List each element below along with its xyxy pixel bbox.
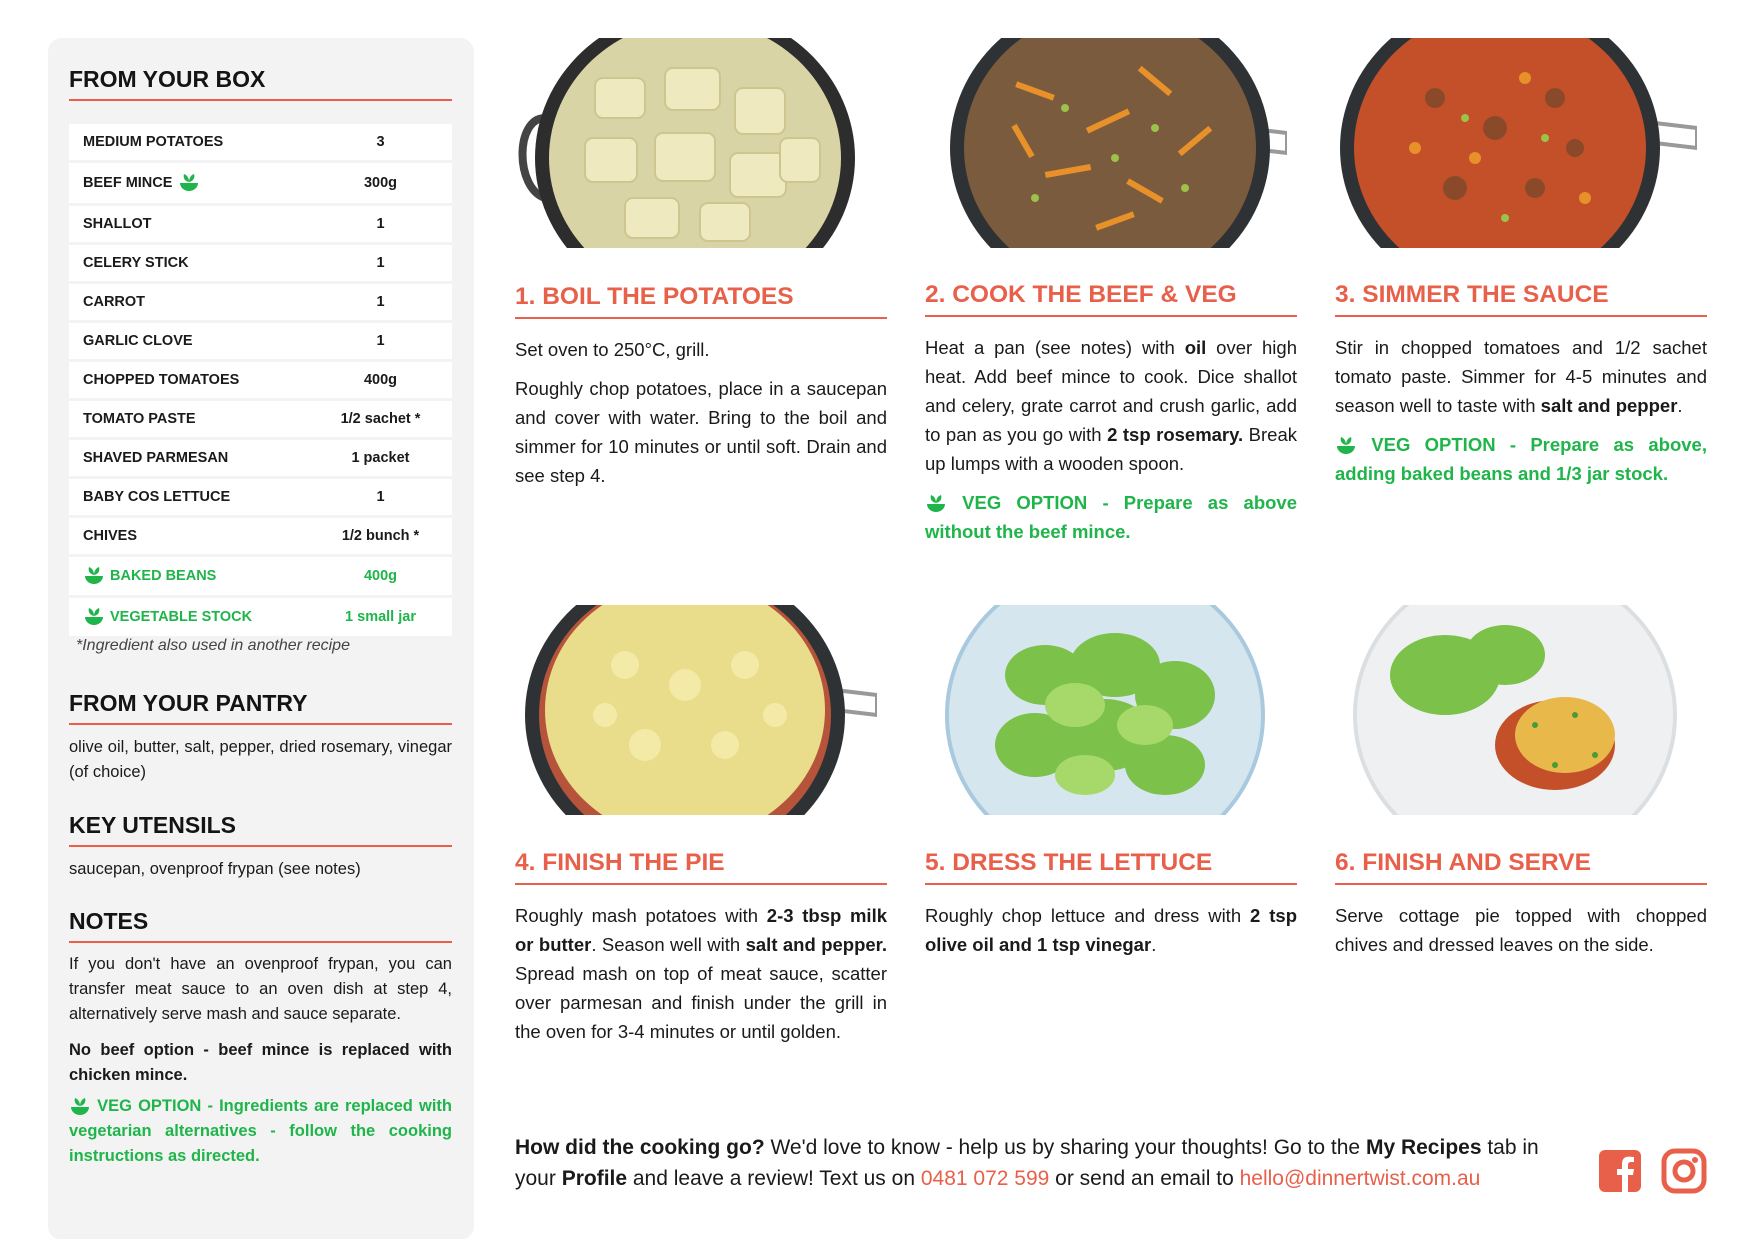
step-5-body — [925, 901, 1297, 969]
no-beef-note: No beef option - beef mince is replaced with chicken mince. — [69, 1041, 452, 1084]
step-1-paragraph: Set oven to 250°C, grill. — [515, 339, 710, 360]
table-row — [69, 284, 452, 320]
table-row — [69, 206, 452, 242]
step-2-veg-option: VEG OPTION - Prepare as above without the beef mince. — [925, 492, 1297, 542]
table-row — [69, 440, 452, 476]
table-row — [69, 479, 452, 515]
leaf-bowl-icon — [1335, 435, 1357, 457]
ingredient-name: SHALLOT — [83, 216, 152, 232]
step-4-paragraph: Roughly mash potatoes with 2-3 tbsp milk or butter. Season well with salt and pepper. Spread mash on top of meat sauce, scatter over parmesan and finish under the grill in the oven for 3-4 minutes or until golden. — [515, 905, 888, 1042]
step-3-paragraph: Stir in chopped tomatoes and 1/2 sachet tomato paste. Simmer for 4-5 minutes and season well to taste with salt and pepper. — [1335, 337, 1707, 416]
table-row — [69, 401, 452, 437]
ingredient-qty: 1/2 bunch * — [341, 528, 420, 544]
table-row — [69, 245, 452, 281]
ingredient-qty: 1 packet — [351, 450, 410, 466]
ingredient-name: VEGETABLE STOCK — [110, 609, 253, 625]
step-4-title: 4. FINISH THE PIE — [515, 848, 887, 885]
ingredient-qty: 1 — [376, 255, 385, 271]
ingredient-name: CHOPPED TOMATOES — [83, 372, 240, 388]
ingredient-qty: 1 — [376, 294, 385, 310]
table-row — [69, 323, 452, 359]
leaf-bowl-icon — [925, 493, 947, 515]
ingredients-table — [69, 124, 452, 639]
step-1-title: 1. BOIL THE POTATOES — [515, 282, 887, 319]
ingredient-qty: 300g — [363, 175, 398, 191]
email-link[interactable]: hello@dinnertwist.com.au — [1239, 1167, 1481, 1190]
ingredient-name: BABY COS LETTUCE — [83, 489, 231, 505]
feedback-footer: How did the cooking go? We'd love to know - help us by sharing your thoughts! Go to the My Recipes tab in your Profile and leave a review! Text us on 0481 072 599 or send an email to hello@dinnertwist.com.au — [515, 1136, 1539, 1190]
step-4-photo — [515, 605, 877, 815]
step-2-paragraph: Heat a pan (see notes) with oil over high heat. Add beef mince to cook. Dice shallot and celery, grate carrot and crush garlic, add to pan as you go with 2 tsp rosemary. Break up lumps with a wooden spoon. — [925, 337, 1298, 474]
ingredient-qty: 3 — [376, 134, 385, 150]
ingredient-name: GARLIC CLOVE — [83, 333, 193, 349]
leaf-bowl-icon — [69, 1096, 91, 1118]
step-6-body — [1335, 901, 1707, 969]
step-1-paragraph: Roughly chop potatoes, place in a saucepan and cover with water. Bring to the boil and simmer for 10 minutes or until soft. Drain and see step 4. — [515, 378, 887, 486]
phone-link[interactable]: 0481 072 599 — [920, 1167, 1050, 1190]
table-row — [69, 362, 452, 398]
ingredient-qty: 1 — [376, 216, 385, 232]
table-row — [69, 557, 452, 595]
step-5-title: 5. DRESS THE LETTUCE — [925, 848, 1297, 885]
step-3-body — [1335, 333, 1707, 498]
utensils-heading: KEY UTENSILS — [69, 811, 452, 847]
table-row — [69, 163, 452, 203]
pantry-heading: FROM YOUR PANTRY — [69, 689, 452, 725]
ingredient-name: TOMATO PASTE — [83, 411, 196, 427]
ingredient-qty: 1 small jar — [345, 609, 416, 625]
step-3-title: 3. SIMMER THE SAUCE — [1335, 280, 1707, 317]
step-3-photo — [1335, 38, 1697, 248]
sidebar-panel — [48, 38, 474, 1239]
instagram-icon[interactable] — [1661, 1148, 1707, 1194]
ingredient-name: MEDIUM POTATOES — [83, 134, 224, 150]
ingredient-name: CARROT — [83, 294, 146, 310]
veg-option-note: VEG OPTION - Ingredients are replaced with vegetarian alternatives - follow the cooking instructions as directed. — [69, 1097, 452, 1165]
ingredient-qty: 1 — [376, 333, 385, 349]
utensils-text: saucepan, ovenproof frypan (see notes) — [69, 860, 361, 878]
step-1-photo — [515, 38, 877, 248]
leaf-bowl-icon — [83, 606, 105, 628]
table-row — [69, 124, 452, 160]
step-2-body — [925, 333, 1297, 556]
table-row — [69, 598, 452, 636]
notes-heading: NOTES — [69, 907, 452, 943]
ingredient-qty: 1/2 sachet * — [340, 411, 421, 427]
step-4-body — [515, 901, 887, 1056]
step-2-photo — [925, 38, 1287, 248]
ingredient-footnote: *Ingredient also used in another recipe — [76, 637, 350, 654]
leaf-bowl-icon — [83, 565, 105, 587]
ingredient-name: BAKED BEANS — [110, 568, 217, 584]
ingredient-name: CELERY STICK — [83, 255, 189, 271]
facebook-icon[interactable] — [1597, 1148, 1643, 1194]
step-6-paragraph: Serve cottage pie topped with chopped chives and dressed leaves on the side. — [1335, 905, 1707, 955]
step-1-body — [515, 335, 887, 500]
step-6-photo — [1335, 605, 1697, 815]
step-2-title: 2. COOK THE BEEF & VEG — [925, 280, 1297, 317]
table-row — [69, 518, 452, 554]
leaf-bowl-icon — [178, 172, 200, 194]
step-5-paragraph: Roughly chop lettuce and dress with 2 tsp olive oil and 1 tsp vinegar. — [925, 905, 1297, 955]
pantry-text: olive oil, butter, salt, pepper, dried rosemary, vinegar (of choice) — [69, 738, 452, 781]
step-5-photo — [925, 605, 1287, 815]
notes-paragraph: If you don't have an ovenproof frypan, you can transfer meat sauce to an oven dish at step 4, alternatively serve mash and sauce separate. — [69, 955, 452, 1023]
ingredient-name: BEEF MINCE — [83, 175, 173, 191]
step-3-veg-option: VEG OPTION - Prepare as above, adding baked beans and 1/3 jar stock. — [1335, 434, 1707, 484]
ingredient-qty: 400g — [363, 372, 398, 388]
from-box-heading: FROM YOUR BOX — [69, 65, 452, 101]
ingredient-qty: 400g — [363, 568, 398, 584]
step-6-title: 6. FINISH AND SERVE — [1335, 848, 1707, 885]
ingredient-name: CHIVES — [83, 528, 137, 544]
ingredient-qty: 1 — [376, 489, 385, 505]
ingredient-name: SHAVED PARMESAN — [83, 450, 229, 466]
